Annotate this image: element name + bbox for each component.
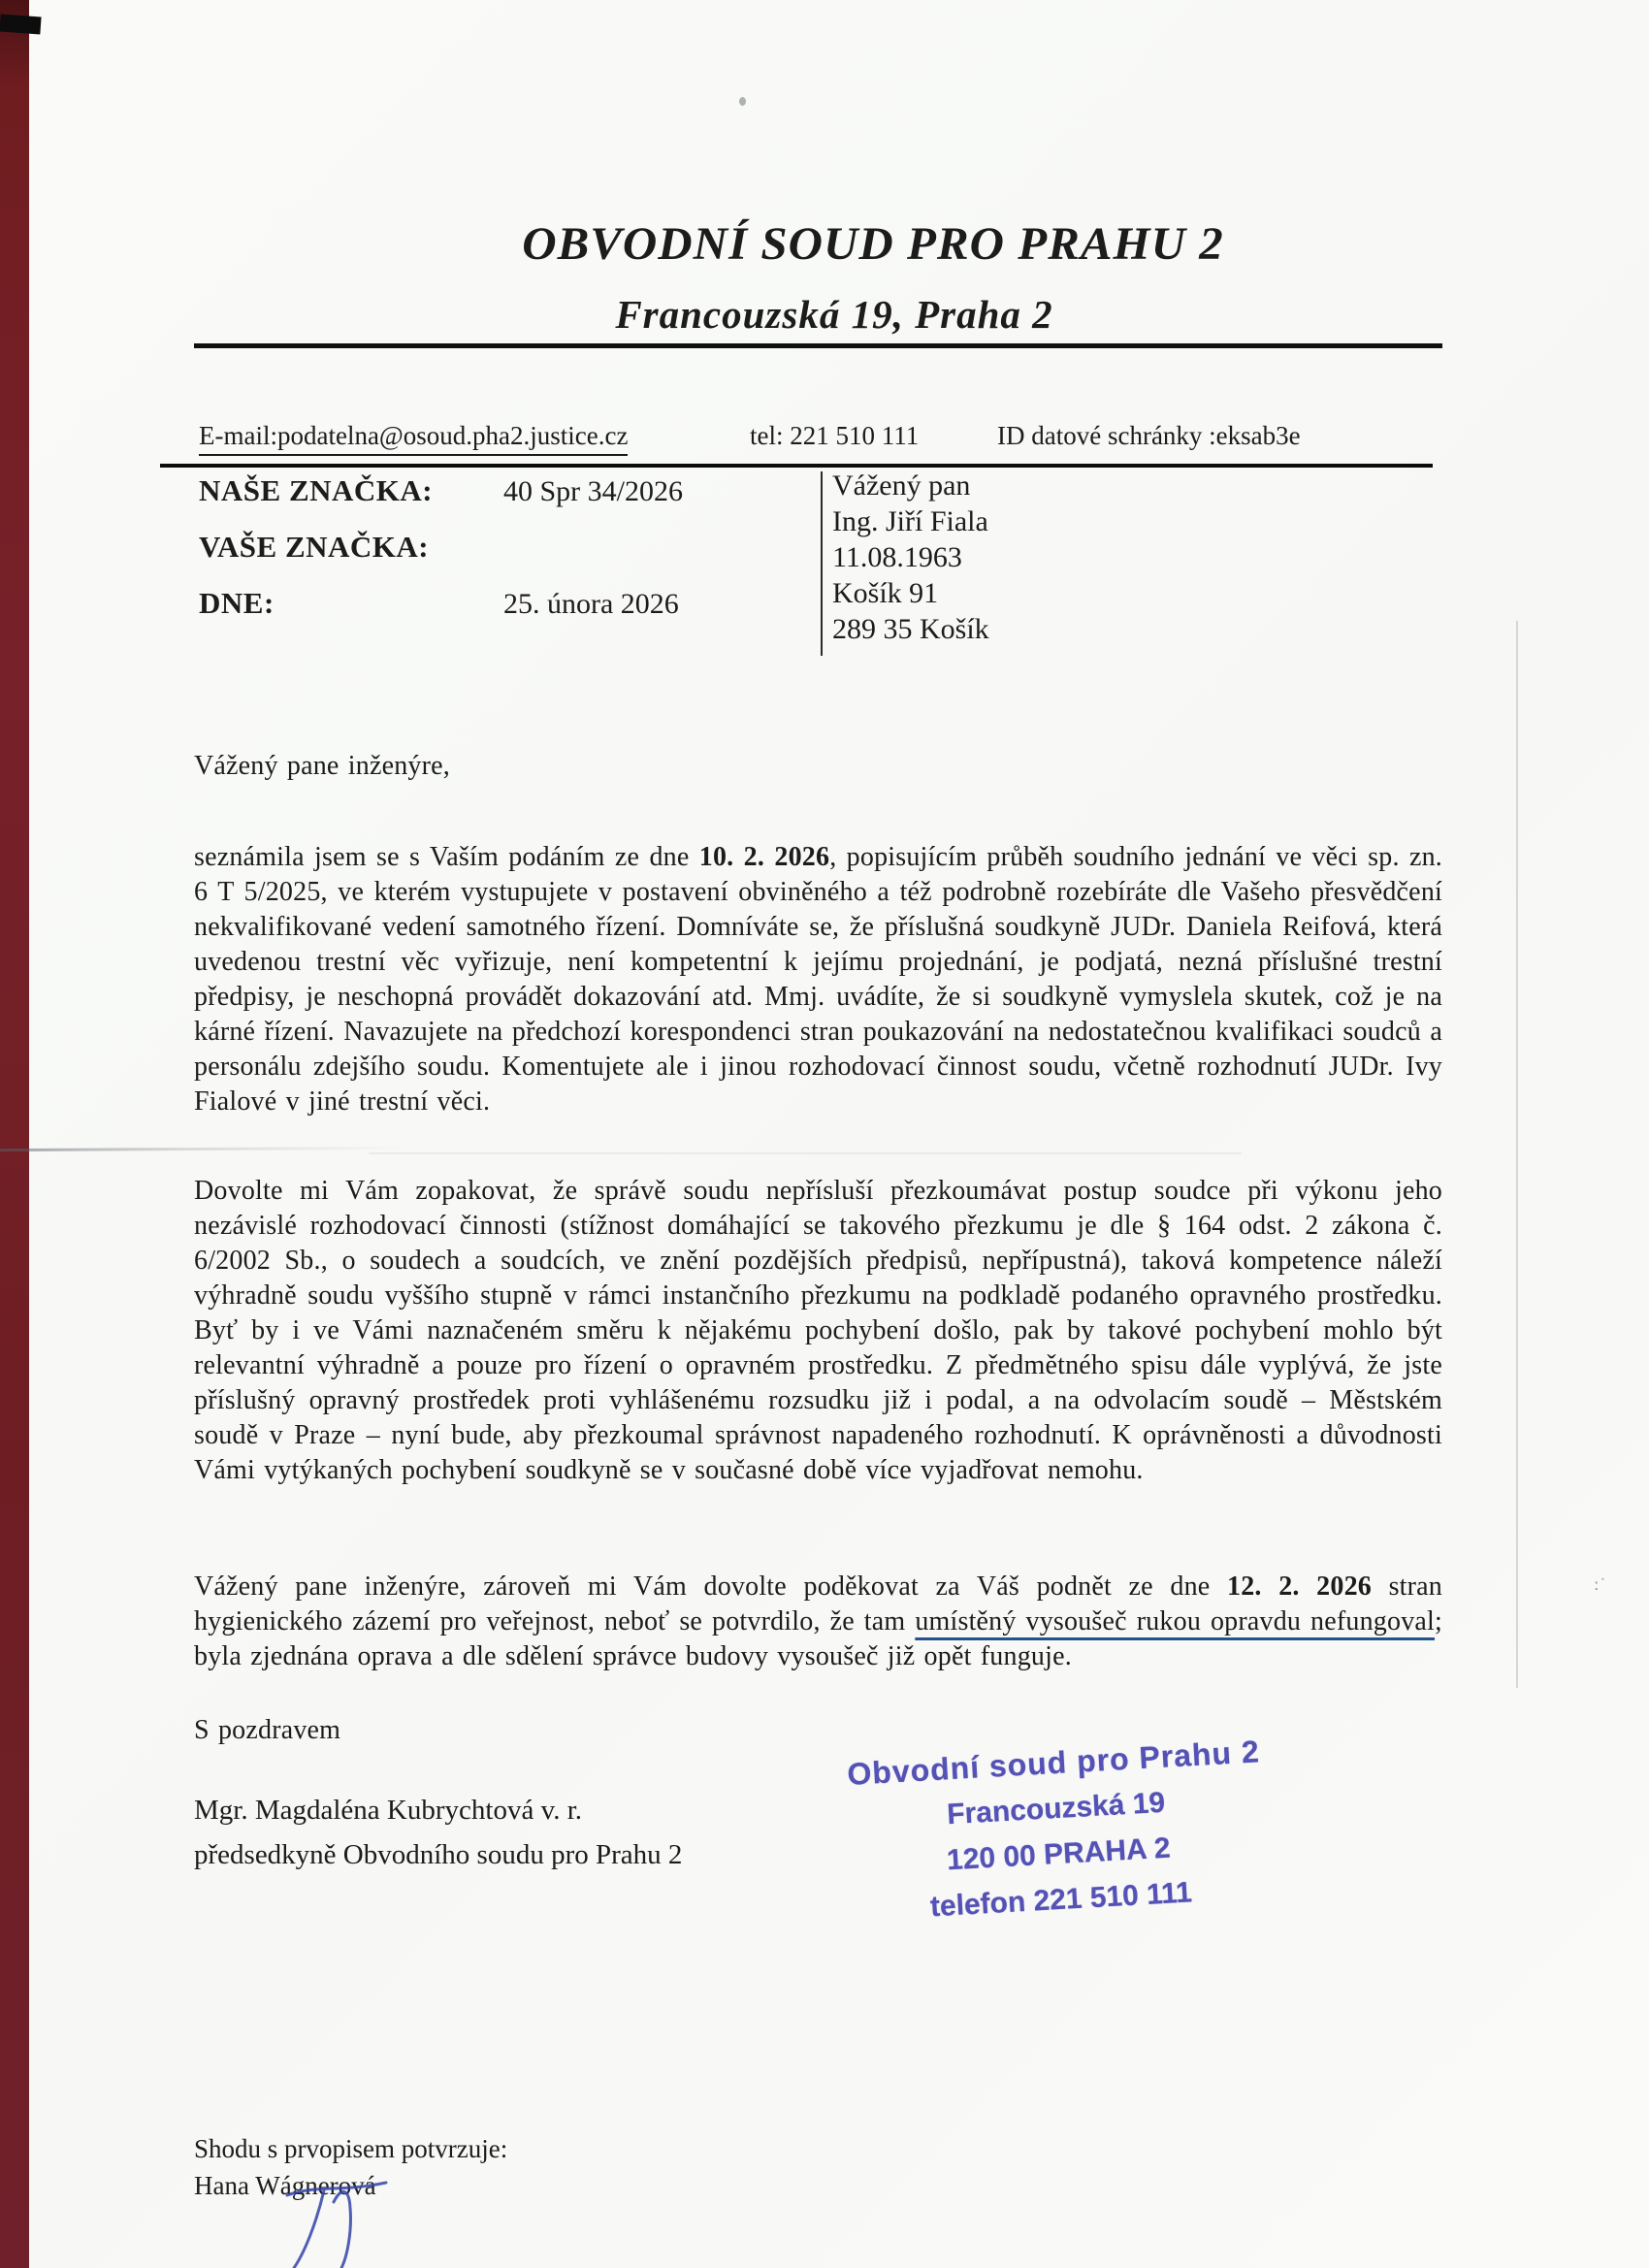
body-text: Dovolte mi Vám zopakovat, že správě soudu nepřísluší přezkoumávat postup soudce při výkonu jeho nezávislé rozhodovací činnosti (stížnost domáhající se takového přezkumu je dle § 164 odst. 2 zákona č. 6/2002 Sb., o soudech a soudcích, ve znění pozdějších předpisů, nepřípustná), taková kompetence náleží výhradně soudu vyššího stupně v rámci instančního přezkumu na podkladě podaného opravného prostředku. Byť by i ve Vámi naznačeném směru k nějakému pochybení došlo, pak by takové pochybení mohlo být relevantní výhradně a pouze pro řízení o opravném prostředku. Z předmětného spisu dále vyplývá, že jste příslušný opravný prostředek proti vyhlášenému rozsudku již i podal, a na odvolacím soudě – Městském soudě v Praze – nyní bude, aby přezkoumal správnost napadeného rozhodnutí. K oprávněnosti a důvodnosti Vámi vytýkaných pochybení soudkyně se v současné době více vyjadřovat nemohu.: [194, 1176, 1442, 1485]
phone-number: tel: 221 510 111: [750, 421, 920, 450]
email-address: E-mail:podatelna@osoud.pha2.justice.cz: [199, 421, 628, 456]
bold-text: 10. 2. 2026: [698, 842, 830, 872]
certification-label: Shodu s prvopisem potvrzuje:: [194, 2134, 508, 2163]
databox-id: ID datové schránky :eksab3e: [997, 421, 1301, 450]
pen-underlined-text: umístěný vysoušeč rukou opravdu nefungoval: [915, 1606, 1436, 1636]
closing-phrase: S pozdravem: [194, 1715, 341, 1745]
court-name-heading: OBVODNÍ SOUD PRO PRAHU 2: [522, 218, 1224, 270]
stamp-line: telefon 221 510 111: [929, 1876, 1193, 1924]
recipient-address-line: Košík 91: [832, 577, 939, 609]
recipient-address-line: 11.08.1963: [832, 541, 962, 573]
signatory-title: předsedkyně Obvodního soudu pro Prahu 2: [194, 1839, 683, 1870]
certifier-name: Hana Wágnerová: [194, 2171, 376, 2200]
body-text: ; byla zjednána oprava a dle sdělení správce budovy vysoušeč již opět funguje.: [194, 1606, 1442, 1671]
our-reference-value: 40 Spr 34/2026: [503, 475, 684, 507]
recipient-address-line: Vážený pan: [832, 470, 971, 502]
recipient-address-line: 289 35 Košík: [832, 613, 989, 645]
body-text: seznámila jsem se s Vaším podáním ze dne: [194, 842, 699, 872]
scan-speck: :˙: [1594, 1575, 1607, 1594]
our-reference-label: NAŠE ZNAČKA:: [199, 473, 434, 507]
stamp-line: Francouzská 19: [946, 1786, 1166, 1831]
your-reference-label: VAŠE ZNAČKA:: [199, 530, 430, 564]
date-label: DNE:: [199, 586, 275, 620]
bold-text: 12. 2. 2026: [1227, 1571, 1372, 1602]
signatory-name: Mgr. Magdaléna Kubrychtová v. r.: [194, 1795, 582, 1826]
body-text: Vážený pane inženýre, zároveň mi Vám dovolte poděkovat za Váš podnět ze dne: [194, 1571, 1228, 1602]
stamp-line: Obvodní soud pro Prahu 2: [846, 1733, 1261, 1792]
court-address-heading: Francouzská 19, Praha 2: [615, 292, 1053, 337]
body-text: stran hygienického zázemí pro veřejnost, neboť se potvrdilo, že tam: [194, 1571, 1442, 1636]
recipient-address-line: Ing. Jiří Fiala: [832, 505, 988, 537]
body-text: , popisujícím průběh soudního jednání ve věci sp. zn. 6 T 5/2025, ve kterém vystupujete v postavení obviněného a též podrobně rozebíráte dle Vašeho přesvědčení nekvalifikované vedení samotného řízení. Domníváte se, že příslušná soudkyně JUDr. Daniela Reifová, která uvedenou trestní věc vyřizuje, není kompetentní k jejímu projednání, je podjatá, nezná příslušné trestní předpisy, je neschopná provádět dokazování atd. Mmj. uvádíte, že si soudkyně vymyslela skutek, což je na kárné řízení. Navazujete na předchozí korespondenci stran poukazování na nedostatečnou kvalifikaci soudců a personálu zdejšího soudu. Komentujete ale i jinou rozhodovací činnost soudu, včetně rozhodnutí JUDr. Ivy Fialové v jiné trestní věci.: [194, 842, 1443, 1117]
stamp-line: 120 00 PRAHA 2: [946, 1831, 1172, 1877]
salutation: Vážený pane inženýre,: [194, 751, 450, 781]
date-value: 25. února 2026: [503, 588, 679, 620]
